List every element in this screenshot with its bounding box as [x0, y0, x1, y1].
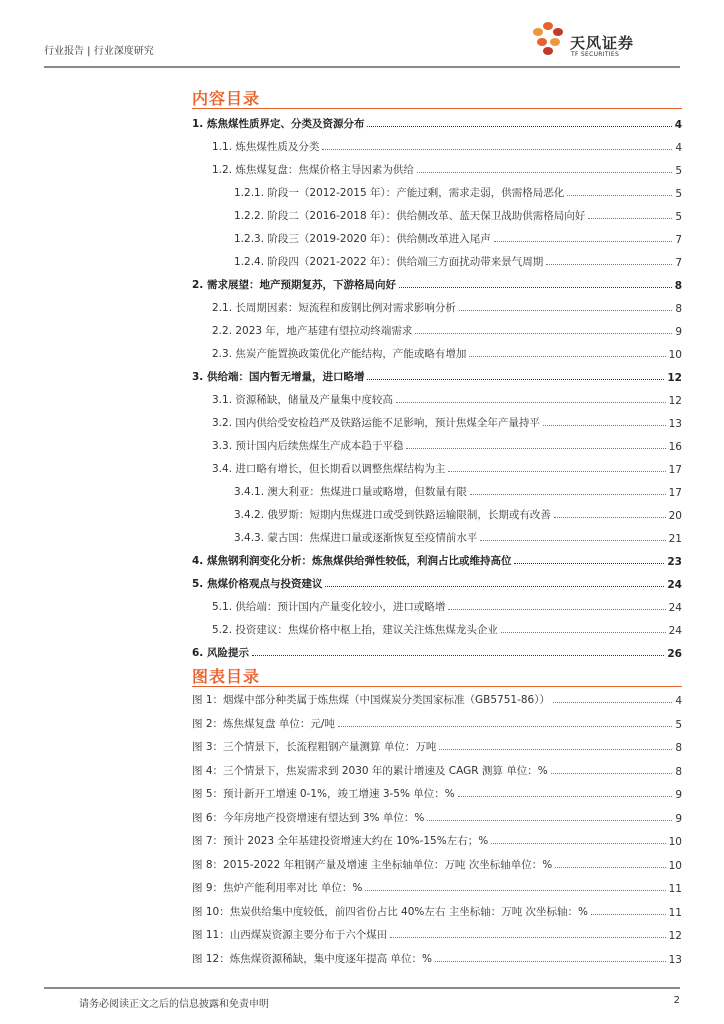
dot-leader [448, 609, 665, 610]
dot-leader [417, 172, 672, 173]
brand-logo [530, 20, 680, 64]
toc-entry[interactable] [212, 391, 682, 407]
figure-entry-page: 8 [675, 742, 682, 754]
toc-entry[interactable] [212, 345, 682, 361]
toc-entry[interactable] [192, 575, 682, 591]
toc-entry-page: 4 [675, 142, 682, 154]
toc-entry-label: 1.2.4. 阶段四（2021-2022 年）：供给端三方面扰动带来景气周期 [234, 256, 544, 268]
toc-entry[interactable] [234, 230, 682, 246]
figure-entry-label: 图 3：三个情景下，长流程粗钢产量测算 单位：万吨 [192, 741, 437, 753]
figure-entry-page: 12 [668, 930, 682, 942]
figure-entry-page: 5 [675, 718, 682, 731]
toc-entry-label: 3.4.2. 俄罗斯：短期内焦煤进口或受到铁路运输限制，长期或有改善 [234, 509, 551, 521]
dot-leader [554, 517, 666, 518]
dot-leader [459, 310, 672, 311]
dot-leader [494, 241, 673, 242]
toc-entry-label: 4. 煤焦钢利润变化分析：炼焦煤供给弹性较低，利润占比或维持高位 [192, 555, 512, 567]
toc-entry-page: 8 [675, 303, 682, 315]
figure-entry[interactable] [192, 809, 682, 825]
toc-entry-page: 24 [668, 602, 682, 614]
toc-entry-page: 12 [667, 372, 682, 384]
figure-entry-label: 图 4：三个情景下，焦炭需求到 2030 年的累计增速及 CAGR 测算 单位：% [192, 764, 548, 777]
toc-entry[interactable] [212, 161, 682, 177]
toc-entry-page: 17 [668, 464, 682, 476]
logo-cn-text: 天风证券 [570, 34, 635, 52]
figure-entry-page: 9 [675, 812, 682, 825]
figure-entry-label: 图 9：焦炉产能利用率对比 单位：% [192, 882, 363, 894]
dot-leader [555, 867, 665, 868]
toc-entry-page: 10 [668, 349, 682, 361]
dot-leader [322, 149, 672, 150]
dot-leader [551, 773, 673, 774]
figure-entry[interactable] [192, 738, 682, 754]
figure-entry[interactable] [192, 785, 682, 801]
toc-entry-label: 3.4.3. 蒙古国：焦煤进口量或逐渐恢复至疫情前水平 [234, 532, 478, 544]
toc-entry-label: 3. 供给端：国内暂无增量，进口略增 [192, 371, 365, 383]
figure-entry[interactable] [192, 856, 682, 872]
footer-divider [44, 987, 680, 989]
dot-leader [390, 937, 665, 938]
figure-entry-label: 图 5：预计新开工增速 0-1%，竣工增速 3-5% 单位：% [192, 788, 455, 800]
toc-entry-label: 1.2.1. 阶段一（2012-2015 年）：产能过剩，需求走弱，供需格局恶化 [234, 187, 565, 199]
dot-leader [415, 333, 672, 334]
toc-entry-page: 12 [668, 395, 682, 407]
figure-entry[interactable] [192, 762, 682, 778]
figure-entry-label: 图 10：焦炭供给集中度较低，前四省份占比 40%左右 主坐标轴：万吨 次坐标轴：% [192, 905, 589, 918]
toc-entry[interactable] [234, 529, 682, 545]
figure-entry[interactable] [192, 691, 682, 707]
figure-entry-label: 图 6：今年房地产投资增速有望达到 3% 单位：% [192, 811, 425, 824]
toc-entry-label: 1.2.3. 阶段三（2019-2020 年）：供给侧改革进入尾声 [234, 233, 491, 245]
toc-entry-page: 24 [667, 579, 682, 591]
toc-entry-label: 2. 需求展望：地产预期复苏，下游格局向好 [192, 279, 396, 291]
figure-entry[interactable] [192, 903, 682, 919]
toc-entry-label: 6. 风险提示 [192, 647, 249, 659]
toc-entry-page: 4 [674, 119, 682, 131]
logo-en-text: TF SECURITIES [571, 51, 620, 58]
toc-title: 内容目录 [192, 89, 261, 108]
dot-leader [365, 890, 665, 891]
figure-entry-page: 13 [668, 953, 682, 966]
toc-entry-page: 5 [675, 165, 682, 177]
toc-entry[interactable] [212, 299, 682, 315]
figure-entry-label: 图 8：2015-2022 年粗钢产量及增速 主坐标轴单位：万吨 次坐标轴单位：% [192, 858, 553, 871]
dot-leader [399, 287, 672, 288]
toc-entry-label: 2.2. 2023 年，地产基建有望拉动终端需求 [212, 325, 413, 337]
toc-entry[interactable] [192, 552, 682, 568]
figure-entry-page: 11 [668, 883, 682, 895]
figure-entry-page: 10 [668, 859, 682, 872]
page-header [44, 0, 680, 70]
dot-leader [567, 195, 672, 196]
toc-entry[interactable] [192, 276, 682, 292]
logo-mark-icon [530, 20, 566, 60]
toc-entry[interactable] [234, 506, 682, 522]
toc-entry-page: 23 [667, 556, 682, 568]
toc-entry[interactable] [234, 184, 682, 200]
toc-entry-page: 5 [675, 188, 682, 200]
toc-entry[interactable] [192, 115, 682, 131]
figure-entry-label: 图 2：炼焦煤复盘 单位：元/吨 [192, 717, 335, 730]
toc-entry-page: 26 [667, 648, 682, 660]
toc-entry-page: 13 [668, 418, 682, 430]
toc-entry[interactable] [234, 483, 682, 499]
dot-leader [427, 820, 672, 821]
toc-entry-page: 7 [675, 257, 682, 269]
toc-entry-page: 20 [668, 510, 682, 522]
figure-entry[interactable] [192, 832, 682, 848]
dot-leader [338, 726, 672, 727]
toc-entry[interactable] [212, 460, 682, 476]
dot-leader [491, 843, 665, 844]
figure-entry-page: 11 [668, 906, 682, 919]
toc-entry-page: 7 [675, 234, 682, 246]
figure-entry[interactable] [192, 950, 682, 966]
toc-entry-label: 1.2. 炼焦煤复盘：焦煤价格主导因素为供给 [212, 164, 414, 176]
dot-leader [543, 425, 666, 426]
toc-entry-label: 3.4.1. 澳大利亚：焦煤进口量或略增，但数量有限 [234, 486, 467, 498]
dot-leader [514, 563, 664, 564]
toc-entry-label: 1.2.2. 阶段二（2016-2018 年）：供给侧改革、蓝天保卫战助供需格局向好 [234, 210, 586, 222]
breadcrumb: 行业报告 | 行业深度研究 [44, 46, 154, 57]
footer-disclaimer: 请务必阅读正文之后的信息披露和免责申明 [79, 999, 269, 1010]
toc-entry[interactable] [234, 207, 682, 223]
dot-leader [406, 448, 665, 449]
toc-entry-label: 5. 焦煤价格观点与投资建议 [192, 578, 323, 590]
toc-entry-page: 21 [668, 533, 682, 545]
toc-entry-label: 3.2. 国内供给受安检趋严及铁路运能不足影响，预计焦煤全年产量持平 [212, 417, 540, 429]
figure-entry-label: 图 1：烟煤中部分种类属于炼焦煤（中国煤炭分类国家标准（GB5751-86）） [192, 694, 550, 706]
toc-entry-label: 3.1. 资源稀缺，储量及产量集中度较高 [212, 394, 393, 406]
toc-entry-page: 8 [674, 280, 682, 292]
toc-entry-page: 5 [675, 211, 682, 223]
dot-leader [367, 126, 671, 127]
figure-entry[interactable] [192, 715, 682, 731]
toc-entry[interactable] [212, 414, 682, 430]
dot-leader [546, 264, 672, 265]
figure-entry[interactable] [192, 926, 682, 942]
dot-leader [252, 655, 664, 656]
dot-leader [458, 796, 673, 797]
figure-entry-page: 4 [675, 695, 682, 707]
figure-entry-page: 8 [675, 765, 682, 778]
dot-leader [501, 632, 666, 633]
toc-entry-label: 1. 炼焦煤性质界定、分类及资源分布 [192, 118, 365, 130]
dot-leader [480, 540, 665, 541]
toc-entry[interactable] [212, 437, 682, 453]
toc-entry-label: 1.1. 炼焦煤性质及分类 [212, 141, 320, 153]
toc-entry[interactable] [192, 644, 682, 660]
toc-entry[interactable] [192, 368, 682, 384]
figure-entry[interactable] [192, 879, 682, 895]
dot-leader [588, 218, 672, 219]
toc-entry[interactable] [212, 138, 682, 154]
dot-leader [469, 356, 665, 357]
toc-entry[interactable] [212, 598, 682, 614]
dot-leader [591, 914, 666, 915]
toc-entry-label: 5.1. 供给端：预计国内产量变化较小，进口或略增 [212, 601, 446, 613]
figure-entry-label: 图 11：山西煤炭资源主要分布于六个煤田 [192, 929, 388, 941]
dot-leader [435, 961, 666, 962]
dot-leader [367, 379, 664, 380]
toc-entry-label: 2.1. 长周期因素：短流程和废钢比例对需求影响分析 [212, 302, 456, 314]
dot-leader [553, 702, 672, 703]
toc-entry-page: 17 [668, 487, 682, 499]
toc-entry[interactable] [234, 253, 682, 269]
toc-entry-page: 9 [675, 326, 682, 338]
figure-entry-page: 10 [668, 836, 682, 848]
dot-leader [396, 402, 666, 403]
toc-entry-label: 2.3. 焦炭产能置换政策优化产能结构，产能或略有增加 [212, 348, 467, 360]
toc-entry-label: 3.3. 预计国内后续焦煤生产成本趋于平稳 [212, 440, 404, 452]
toc-title-rule [192, 108, 682, 109]
toc-entry-page: 24 [668, 625, 682, 637]
toc-entry-label: 5.2. 投资建议：焦煤价格中枢上抬，建议关注炼焦煤龙头企业 [212, 624, 498, 636]
toc-entry-page: 16 [668, 441, 682, 453]
figures-title-rule [192, 686, 682, 687]
dot-leader [448, 471, 665, 472]
toc-entry[interactable] [212, 621, 682, 637]
dot-leader [470, 494, 666, 495]
figure-entry-label: 图 7：预计 2023 全年基建投资增速大约在 10%-15%左右；% [192, 835, 489, 847]
dot-leader [439, 749, 672, 750]
figure-entry-label: 图 12：炼焦煤资源稀缺，集中度逐年提高 单位：% [192, 952, 433, 965]
toc-entry-label: 3.4. 进口略有增长，但长期看以调整焦煤结构为主 [212, 463, 446, 475]
figure-entry-page: 9 [675, 789, 682, 801]
page-number: 2 [673, 995, 680, 1006]
dot-leader [325, 586, 664, 587]
header-divider [44, 66, 680, 68]
figures-title: 图表目录 [192, 667, 261, 686]
toc-entry[interactable] [212, 322, 682, 338]
